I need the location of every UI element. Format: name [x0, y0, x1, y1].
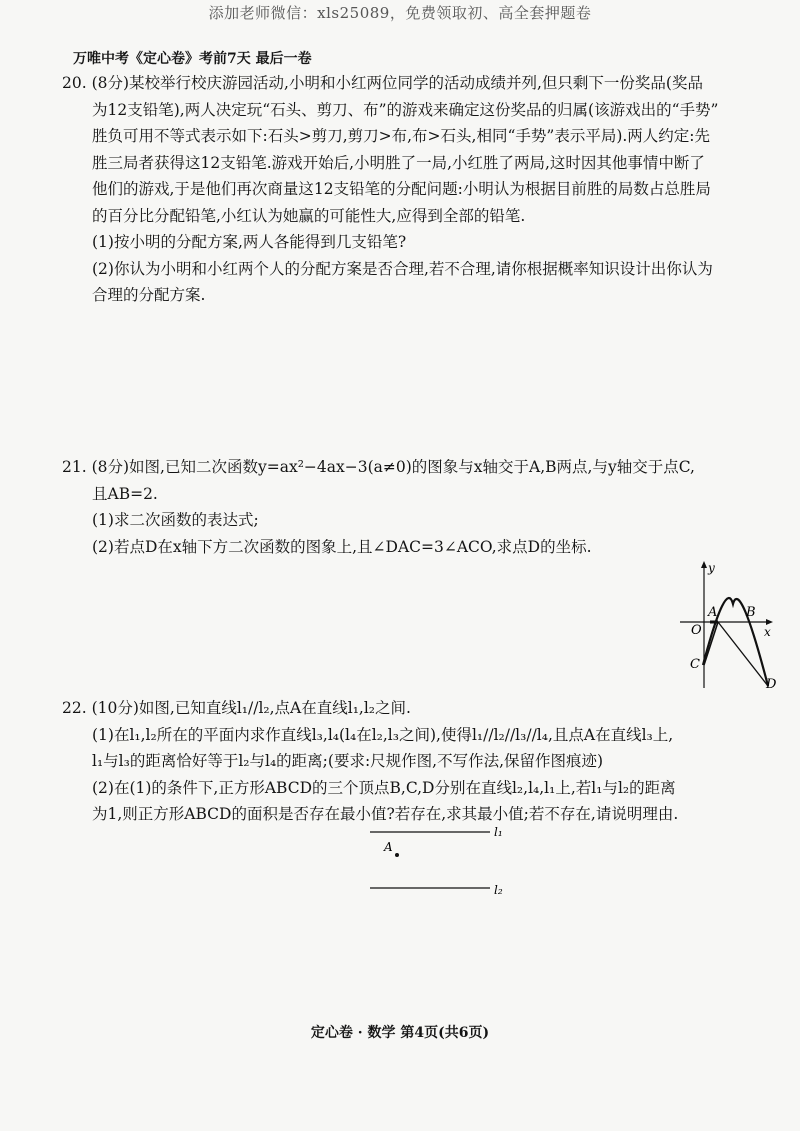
q22-part-2-line-1: (2)在(1)的条件下,正方形ABCD的三个顶点B,C,D分别在直线l₂,l₄,l₁上,若l₁与l₂的距离 — [92, 778, 676, 797]
segment-ac — [704, 622, 718, 665]
q21-line-2: 且AB=2. — [92, 484, 158, 503]
top-banner: 添加老师微信：xls25089，免费领取初、高全套押题卷 — [208, 4, 592, 22]
q20-line-2: 为12支铅笔),两人决定玩“石头、剪刀、布”的游戏来确定这份奖品的归属(该游戏出的“手势” — [92, 100, 719, 119]
q20-line-1 — [62, 70, 782, 97]
y-axis-arrow — [701, 561, 707, 568]
q20-line-5: 他们的游戏,于是他们再次商量这12支铅笔的分配问题:小明认为根据目前胜的局数占总胜局 — [92, 180, 711, 198]
q22-part-1-line-2: l₁与l₃的距离恰好等于l₂与l₄的距离;(要求:尺规作图,不写作法,保留作图痕迹) — [92, 752, 604, 770]
q21-part-2: (2)若点D在x轴下方二次函数的图象上,且∠DAC=3∠ACO,求点D的坐标. — [92, 537, 592, 556]
label-b: B — [746, 605, 756, 620]
q20-line-4: 胜三局者获得这12支铅笔.游戏开始后,小明胜了一局,小红胜了两局,这时因其他事情中断了 — [92, 153, 705, 172]
page-footer: 定心卷 · 数学 第4页(共6页) — [310, 1025, 490, 1041]
q22-intro: (10分)如图,已知直线l₁//l₂,点A在直线l₁,l₂之间. — [91, 699, 411, 717]
q20-line-6: 的百分比分配铅笔,小红认为她赢的可能性大,应得到全部的铅笔. — [92, 206, 526, 225]
label-o: O — [691, 623, 702, 638]
question-22 — [62, 695, 782, 828]
label-c: C — [690, 657, 700, 672]
q20-text: (8分)某校举行校庆游园活动,小明和小红两位同学的活动成绩并列,但只剩下一份奖品(奖品 — [91, 74, 703, 92]
q21-number: 21. — [62, 458, 87, 476]
q21-line-1 — [62, 454, 782, 481]
label-l2: l₂ — [494, 883, 503, 897]
q20-part-1: (1)按小明的分配方案,两人各能得到几支铅笔? — [92, 233, 407, 251]
q22-part-2-line-2: 为1,则正方形ABCD的面积是否存在最小值?若存在,求其最小值;若不存在,请说明理由. — [92, 805, 679, 823]
q22-line-1 — [62, 695, 782, 722]
label-d: D — [766, 677, 777, 692]
q20-number: 20. — [62, 74, 87, 92]
q22-part-1-line-1: (1)在l₁,l₂所在的平面内求作直线l₃,l₄(l₄在l₂,l₃之间),使得l₁//l₂//l₃//l₄,且点A在直线l₃上, — [92, 725, 674, 744]
q22-number: 22. — [62, 699, 87, 717]
label-a: A — [384, 840, 393, 854]
segment-ad — [718, 622, 768, 686]
q20-part-2-line-2: 合理的分配方案. — [92, 286, 206, 304]
label-x: x — [764, 625, 771, 639]
q22-parallel-lines-figure — [360, 820, 520, 910]
label-l1: l₁ — [494, 825, 503, 839]
q21-text: (8分)如图,已知二次函数y=ax²−4ax−3(a≠0)的图象与x轴交于A,B两点,与y轴交于点C, — [91, 458, 695, 476]
point-a — [395, 853, 399, 857]
q20-line-3: 胜负可用不等式表示如下:石头>剪刀,剪刀>布,布>石头,相同“手势”表示平局).两人约定:先 — [92, 127, 711, 145]
label-a: A — [708, 605, 718, 620]
series-title: 万唯中考《定心卷》考前7天 最后一卷 — [73, 51, 312, 67]
label-y: y — [708, 561, 715, 575]
q21-part-1: (1)求二次函数的表达式; — [92, 511, 259, 529]
q21-parabola-figure — [672, 558, 782, 693]
question-20 — [62, 70, 782, 309]
question-21 — [62, 454, 782, 560]
q20-part-2-line-1: (2)你认为小明和小红两个人的分配方案是否合理,若不合理,请你根据概率知识设计出你认为 — [92, 259, 713, 278]
